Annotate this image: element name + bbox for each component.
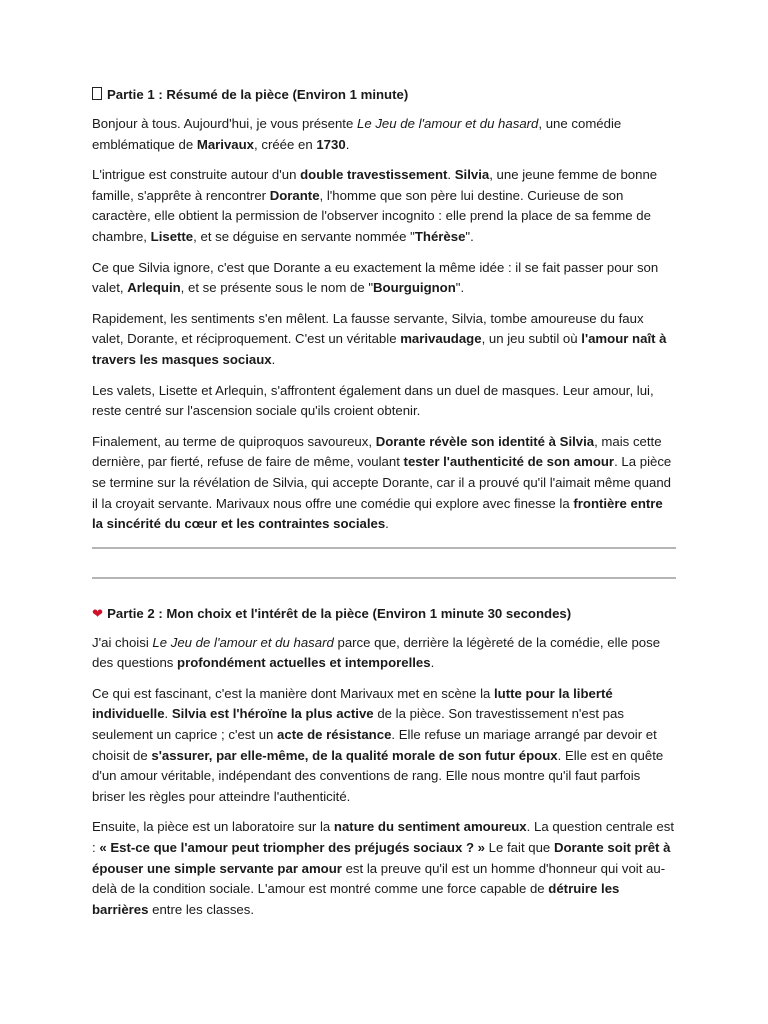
text-run: . La pièce se termine sur la révélation de Silvia, qui accepte Dorante, car il a prouvé qu'il l'aimait même quand il la croyait servante. Marivaux nous offre une comédie qui explore avec finesse la: [92, 454, 672, 511]
part1-paragraph-4: [92, 309, 676, 371]
text-run: ".: [455, 280, 465, 296]
text-run: L'intrigue est construite autour d'un: [92, 167, 301, 183]
text-run: .: [271, 351, 276, 367]
horizontal-divider: [92, 577, 676, 579]
text-run: .: [447, 167, 455, 183]
part2-heading: [92, 605, 676, 623]
part1-heading: [92, 86, 676, 104]
part2-paragraph-2: [92, 684, 676, 808]
text-run: , mais cette dernière, par fierté, refuse de faire de même, voulant: [92, 433, 662, 470]
emphasis: l'amour naît à travers les masques sociaux: [92, 331, 667, 367]
text-run: Le fait que: [485, 840, 554, 856]
text-run: Ensuite, la pièce est un laboratoire sur la: [92, 819, 334, 835]
play-title: Le Jeu de l'amour et du hasard: [356, 116, 539, 131]
text-run: .: [345, 136, 350, 152]
text-run: de la pièce. Son travestissement n'est pas seulement un caprice ; c'est un: [92, 706, 624, 743]
text-run: , un jeu subtil où: [481, 331, 582, 347]
text-run: Bonjour à tous. Aujourd'hui, je vous présente: [92, 116, 357, 131]
part1-paragraph-5: Les valets, Lisette et Arlequin, s'affrontent également dans un duel de masques. Leur amour, lui, reste centré sur l'ascension sociale qu'ils croient obtenir.: [92, 382, 654, 419]
character-name: Silvia: [454, 167, 490, 183]
emphasis: Dorante soit prêt à épouser une simple servante par amour: [92, 840, 671, 876]
text-run: Ce qui est fascinant, c'est la manière dont Marivaux met en scène la: [92, 685, 495, 701]
emphasis: détruire les barrières: [92, 881, 620, 917]
emphasis: marivaudage: [400, 331, 482, 347]
emphasis: Silvia est l'héroïne la plus active: [171, 706, 374, 722]
emphasis: acte de résistance: [277, 727, 392, 743]
part1-paragraph-6: [92, 432, 676, 535]
play-title: Le Jeu de l'amour et du hasard: [152, 634, 334, 650]
text-run: Finalement, au terme de quiproquos savoureux,: [92, 433, 376, 449]
text-run: , et se déguise en servante nommée ": [193, 228, 415, 244]
part1-paragraph-1: [92, 114, 676, 155]
text-run: J'ai choisi: [92, 634, 153, 650]
emphasis: profondément actuelles et intemporelles: [177, 655, 431, 671]
text-run: entre les classes.: [148, 901, 254, 917]
emphasis: tester l'authenticité de son amour: [403, 454, 615, 470]
part2-paragraph-3: [92, 817, 676, 920]
horizontal-divider: [92, 547, 676, 549]
character-name: Bourguignon: [373, 280, 456, 296]
part2-paragraph-1: [92, 633, 676, 674]
year: 1730: [316, 136, 346, 152]
part1-paragraph-3: [92, 258, 676, 299]
text-run: , l'homme que son père lui destine. Curieuse de son caractère, elle obtient la permission de l'observer incognito : elle prend la place de sa femme de chambre,: [92, 187, 651, 244]
text-run: . La question centrale est :: [92, 819, 675, 856]
character-name: Lisette: [150, 228, 194, 244]
emphasis: double travestissement: [300, 167, 448, 183]
text-run: Ce que Silvia ignore, c'est que Dorante a eu exactement la même idée : il se fait passer pour son valet,: [92, 259, 659, 296]
part1-title: Partie 1 : Résumé de la pièce (Environ 1 minute): [107, 87, 409, 102]
text-run: , une comédie emblématique de: [92, 116, 622, 152]
text-run: est la preuve qu'il est un homme d'honneur qui voit au-delà de la condition sociale. L'amour est montré comme une force capable de: [92, 860, 666, 897]
text-run: ".: [465, 228, 474, 244]
emphasis: frontière entre la sincérité du cœur et les contraintes sociales: [92, 495, 663, 532]
character-name: Arlequin: [127, 280, 181, 296]
heart-icon: ❤: [92, 605, 104, 621]
emphasis: lutte pour la liberté individuelle: [92, 685, 613, 722]
text-run: .: [385, 516, 389, 532]
text-run: parce que, derrière la légèreté de la comédie, elle pose des questions: [92, 634, 661, 671]
text-run: .: [430, 655, 435, 671]
character-name: Dorante: [269, 187, 320, 203]
box-icon: [92, 87, 102, 100]
text-run: .: [164, 706, 172, 722]
text-run: , créée en: [254, 136, 317, 152]
emphasis: s'assurer, par elle-même, de la qualité morale de son futur époux: [151, 747, 558, 763]
emphasis: Dorante révèle son identité à Silvia: [375, 433, 595, 449]
part1-paragraph-2: [92, 165, 676, 247]
text-run: . Elle est en quête d'un amour véritable, indépendant des conventions de rang. Elle nous montre qu'il faut parfois briser les règles pour atteindre l'authenticité.: [92, 747, 664, 804]
emphasis: nature du sentiment amoureux: [333, 819, 527, 835]
text-run: Rapidement, les sentiments s'en mêlent. La fausse servante, Silvia, tombe amoureuse du faux valet, Dorante, et réciproquement. C'est un véritable: [92, 310, 644, 347]
text-run: , une jeune femme de bonne famille, s'apprête à rencontrer: [92, 167, 658, 203]
part2-title: Partie 2 : Mon choix et l'intérêt de la pièce (Environ 1 minute 30 secondes): [107, 605, 572, 621]
central-question: « Est-ce que l'amour peut triompher des préjugés sociaux ? »: [99, 840, 486, 856]
author-name: Marivaux: [196, 136, 255, 152]
character-name: Thérèse: [414, 228, 466, 244]
text-run: . Elle refuse un mariage arrangé par devoir et choisit de: [92, 727, 657, 763]
text-run: , et se présente sous le nom de ": [180, 280, 374, 296]
